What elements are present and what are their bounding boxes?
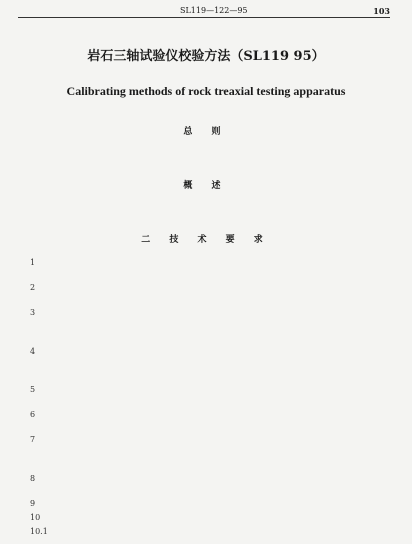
list-number: 1 (30, 258, 36, 267)
list-number: 9 (30, 499, 36, 508)
header-rule (18, 17, 390, 18)
list-number: 4 (30, 347, 36, 356)
section-heading-technical-requirements: 二 技 术 要 求 (141, 235, 271, 245)
standard-number: SL119—122—95 (180, 6, 248, 15)
list-number: 7 (30, 435, 36, 444)
list-number: 10 (30, 513, 41, 522)
section-heading-overview: 概 述 (183, 181, 229, 191)
section-heading-general: 总 则 (183, 127, 229, 137)
document-subtitle-english: Calibrating methods of rock treaxial testing apparatus (66, 84, 346, 98)
list-number: 2 (30, 283, 36, 292)
page-number: 103 (373, 6, 390, 16)
list-number: 5 (30, 385, 36, 394)
list-number: 6 (30, 410, 36, 419)
document-title: 岩石三轴试验仪校验方法（SL119 95） (87, 49, 325, 64)
list-number: 3 (30, 308, 36, 317)
list-number: 8 (30, 474, 36, 483)
list-number: 10.1 (30, 527, 48, 536)
